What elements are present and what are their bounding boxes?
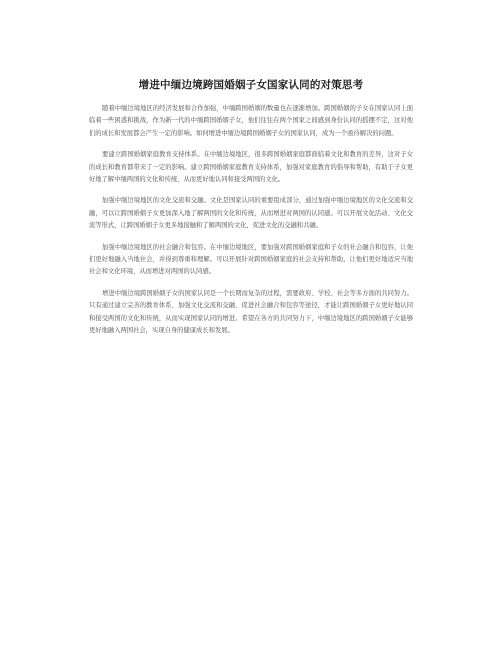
- paragraph-intro: 随着中缅边境地区的经济发展和合作加强，中缅跨国婚姻的数量也在逐渐增加。跨国婚姻的子女在国家认同上面临着一些困惑和挑战，作为新一代的中缅跨国婚姻子女，他们往往在两个国家之间感到身份认同的摇摆不定，这对他们的成长和发展都会产生一定的影响。如何增进中缅边境跨国婚姻子女的国家认同，成为一个亟待解决的问题。: [89, 105, 413, 137]
- paragraph-social-integration: 加强中缅边境地区的社会融合和包容。在中缅边境地区，要加强对跨国婚姻家庭和子女的社会融合和包容，让他们更好地融入当地社会，并得到尊重和理解。可以开展针对跨国婚姻家庭的社会支持和帮助，让他们更好地适应当地社会和文化环境，从而增进对两国的认同感。: [89, 243, 413, 276]
- paragraph-conclusion: 增进中缅边境跨国婚姻子女的国家认同是一个长期而复杂的过程，需要政府、学校、社会等多方面的共同努力。只有通过建立完善的教育体系、加强文化交流和交融、促进社会融合和包容等途径，才能让跨国婚姻子女更好地认同和接受两国的文化和传统，从而实现国家认同的增进。希望在各方的共同努力下，中缅边境地区的跨国婚姻子女能够更好地融入两国社会，实现自身的健康成长和发展。: [89, 289, 413, 335]
- document-title: 增进中缅边境跨国婚姻子女国家认同的对策思考: [138, 79, 364, 91]
- paragraph-cultural-exchange: 加强中缅边境地区的文化交流和交融。文化是国家认同的重要组成部分，通过加强中缅边境地区的文化交流和交融，可以让跨国婚姻子女更加深入地了解两国的文化和传统，从而增进对两国的认同感。可以开展文化活动、文化交流等形式，让跨国婚姻子女更多地接触和了解两国的文化，促进文化的交融和共融。: [89, 197, 413, 230]
- document-page: [89, 78, 413, 347]
- paragraph-family-education: 要建立跨国婚姻家庭教育支持体系。在中缅边境地区，很多跨国婚姻家庭都面临着文化和教育的差异，这对子女的成长和教育都带来了一定的影响。建立跨国婚姻家庭教育支持体系，加强对家庭教育的指导和帮助，有助于子女更好地了解中缅两国的文化和传统，从而更好地认同和接受两国的文化。: [89, 151, 413, 184]
